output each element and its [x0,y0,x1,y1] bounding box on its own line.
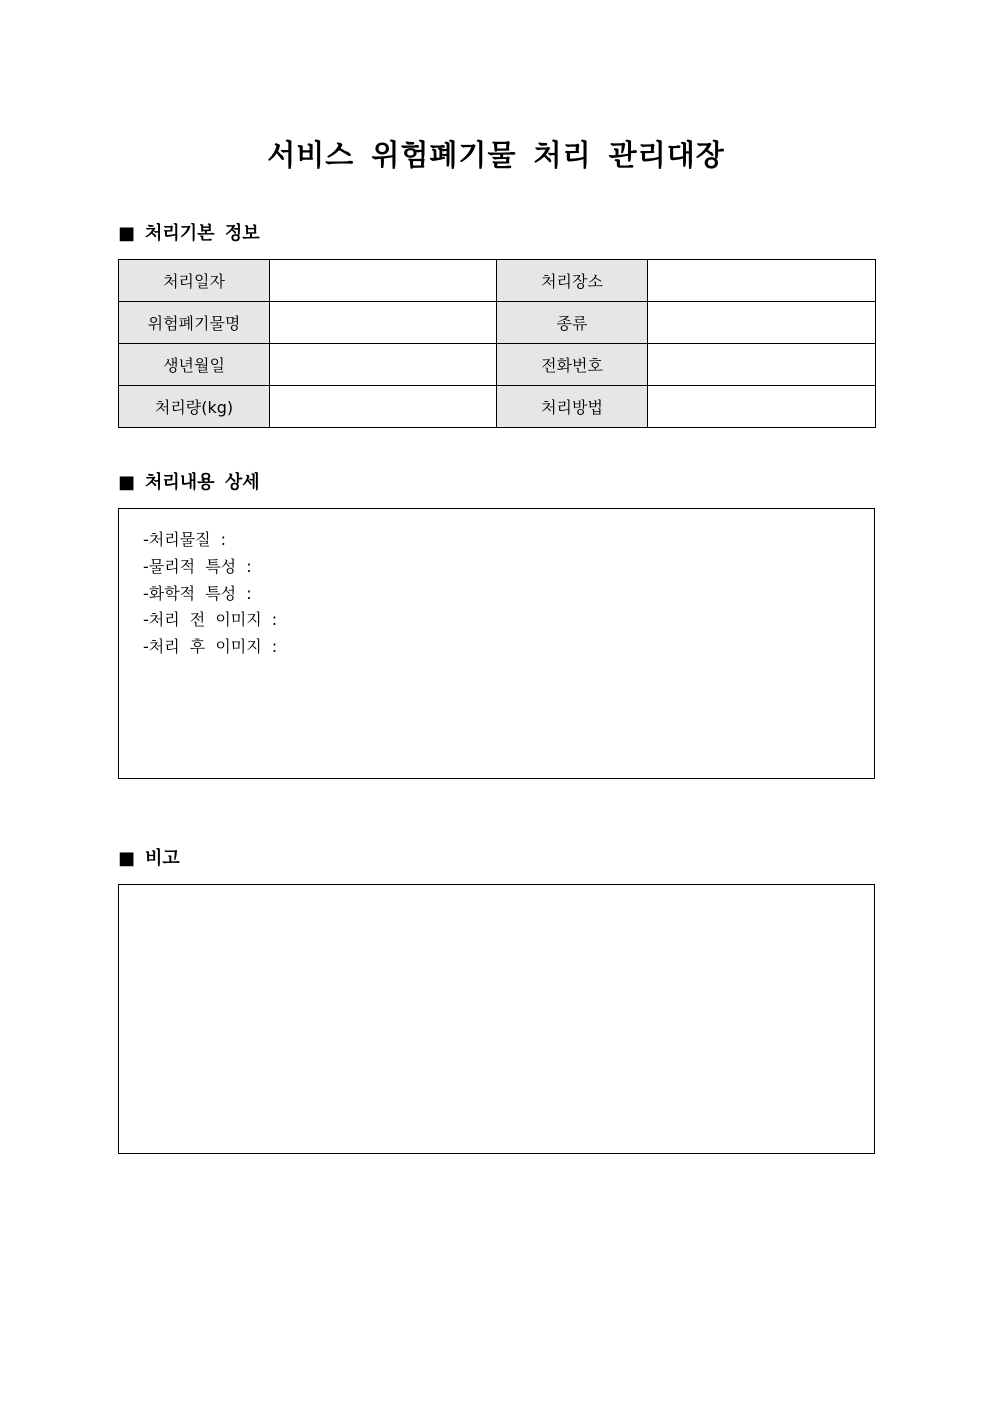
document-title: 서비스 위험폐기물 처리 관리대장 [267,138,725,172]
label-phone-number: 전화번호 [497,344,648,386]
field-waste-name[interactable] [270,302,497,344]
section-heading-remarks [118,846,180,872]
table-row [119,386,876,428]
detail-line-after-image: -처리 후 이미지 : [143,637,278,657]
label-birth-date: 생년월일 [119,344,270,386]
section-heading-text: 처리내용 상세 [145,472,260,493]
square-bullet-icon: ■ [118,848,136,869]
table-row [119,302,876,344]
label-processing-amount: 처리량(kg) [119,386,270,428]
field-processing-location[interactable] [648,260,876,302]
section-heading-processing-detail [118,470,260,496]
label-processing-date: 처리일자 [119,260,270,302]
detail-line-substance: -처리물질 : [143,530,227,549]
field-processing-amount[interactable] [270,386,497,428]
label-waste-type: 종류 [497,302,648,344]
section-heading-basic-info [118,221,260,247]
field-birth-date[interactable] [270,344,497,386]
table-row [119,260,876,302]
processing-detail-box[interactable] [118,508,875,779]
section-heading-text: 처리기본 정보 [145,223,260,244]
detail-lines [143,527,277,661]
detail-line-chemical-properties: -화학적 특성 : [143,583,252,603]
field-processing-method[interactable] [648,386,876,428]
label-processing-location: 처리장소 [497,260,648,302]
detail-line-before-image: -처리 전 이미지 : [143,610,278,630]
section-heading-text: 비고 [145,848,180,869]
label-waste-name: 위험폐기물명 [119,302,270,344]
field-waste-type[interactable] [648,302,876,344]
field-phone-number[interactable] [648,344,876,386]
table-row [119,344,876,386]
square-bullet-icon: ■ [118,223,136,244]
label-processing-method: 처리방법 [497,386,648,428]
basic-info-table [118,259,876,428]
field-processing-date[interactable] [270,260,497,302]
remarks-box[interactable] [118,884,875,1154]
square-bullet-icon: ■ [118,472,136,493]
detail-line-physical-properties: -물리적 특성 : [143,556,252,576]
